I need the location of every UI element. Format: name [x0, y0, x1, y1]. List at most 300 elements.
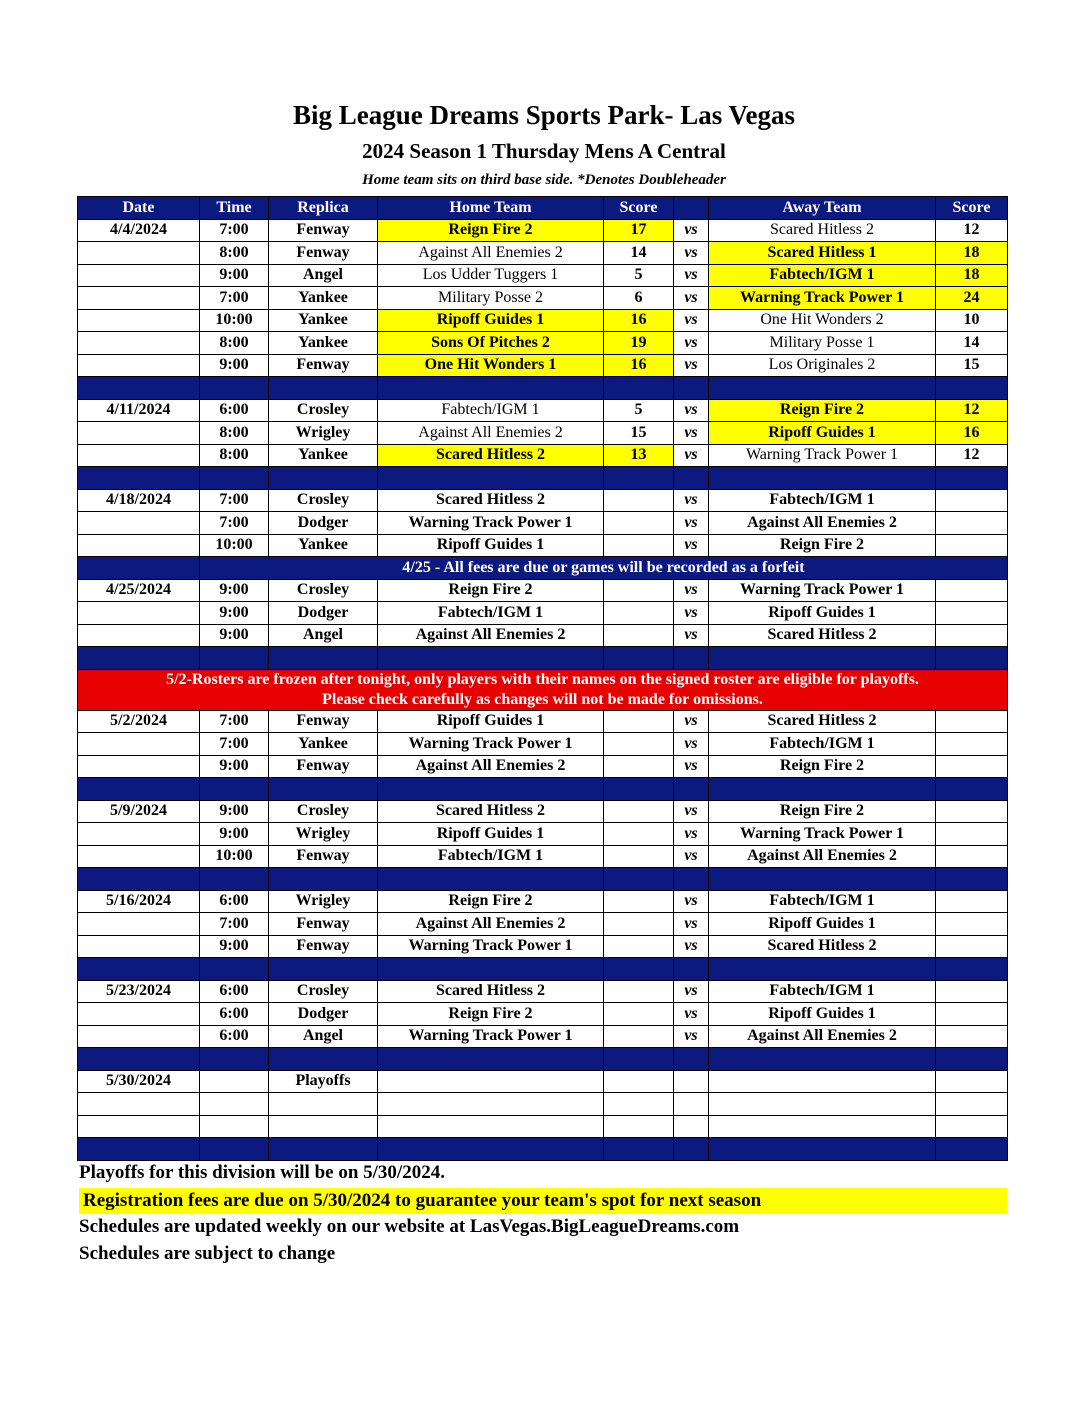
notice-row	[78, 557, 1008, 580]
away-score	[936, 534, 1008, 557]
separator-cell	[200, 467, 269, 490]
separator-cell	[378, 958, 604, 981]
away-team: Military Posse 1	[709, 332, 936, 355]
away-team: Scared Hitless 2	[709, 219, 936, 242]
home-team	[378, 1070, 604, 1093]
away-team: Against All Enemies 2	[709, 512, 936, 535]
game-replica: Fenway	[269, 935, 378, 958]
game-row	[78, 579, 1008, 602]
game-time: 9:00	[200, 755, 269, 778]
home-team: Ripoff Guides 1	[378, 710, 604, 733]
game-row	[78, 512, 1008, 535]
home-team: Military Posse 2	[378, 287, 604, 310]
away-team: Warning Track Power 1	[709, 823, 936, 846]
away-team: Reign Fire 2	[709, 755, 936, 778]
away-score	[936, 1025, 1008, 1048]
game-row	[78, 444, 1008, 467]
game-date	[78, 823, 200, 846]
game-date	[78, 1093, 200, 1116]
footer-registration-note: Registration fees are due on 5/30/2024 to guarantee your team's spot for next season	[79, 1188, 1007, 1214]
separator-cell	[269, 778, 378, 801]
home-team: Ripoff Guides 1	[378, 823, 604, 846]
game-row	[78, 354, 1008, 377]
game-replica: Angel	[269, 624, 378, 647]
game-replica: Playoffs	[269, 1070, 378, 1093]
vs-label: vs	[674, 890, 709, 913]
col-header-date: Date	[78, 197, 200, 220]
away-score	[936, 624, 1008, 647]
away-score	[936, 512, 1008, 535]
game-replica: Angel	[269, 264, 378, 287]
alert-line-2: Please check carefully as changes will not be made for omissions.	[322, 690, 763, 708]
away-team: Reign Fire 2	[709, 399, 936, 422]
game-date	[78, 913, 200, 936]
separator-cell	[709, 1138, 936, 1161]
home-score	[604, 579, 674, 602]
separator-cell	[709, 958, 936, 981]
home-score	[604, 890, 674, 913]
home-team: Los Udder Tuggers 1	[378, 264, 604, 287]
game-time: 7:00	[200, 512, 269, 535]
game-row	[78, 710, 1008, 733]
separator-row	[78, 958, 1008, 981]
separator-cell	[936, 467, 1008, 490]
away-team: Reign Fire 2	[709, 800, 936, 823]
home-score	[604, 512, 674, 535]
game-replica	[269, 1093, 378, 1116]
vs-label: vs	[674, 399, 709, 422]
game-row	[78, 602, 1008, 625]
game-row	[78, 1093, 1008, 1116]
home-team: Scared Hitless 2	[378, 800, 604, 823]
vs-label: vs	[674, 733, 709, 756]
game-time: 7:00	[200, 913, 269, 936]
home-score	[604, 489, 674, 512]
game-date	[78, 1025, 200, 1048]
away-score	[936, 1070, 1008, 1093]
away-team: Fabtech/IGM 1	[709, 733, 936, 756]
game-time: 9:00	[200, 823, 269, 846]
vs-label: vs	[674, 602, 709, 625]
separator-cell	[604, 377, 674, 400]
game-replica	[269, 1115, 378, 1138]
game-time	[200, 1070, 269, 1093]
game-time: 7:00	[200, 287, 269, 310]
game-date: 4/18/2024	[78, 489, 200, 512]
away-score	[936, 733, 1008, 756]
away-score	[936, 579, 1008, 602]
game-replica: Wrigley	[269, 422, 378, 445]
game-time	[200, 1115, 269, 1138]
game-replica: Wrigley	[269, 823, 378, 846]
alert-line-1: 5/2-Rosters are frozen after tonight, only players with their names on the signed roster are eligible for playoffs.	[166, 670, 919, 688]
home-score	[604, 755, 674, 778]
away-team	[709, 1093, 936, 1116]
home-score	[604, 913, 674, 936]
separator-cell	[200, 377, 269, 400]
separator-cell	[604, 778, 674, 801]
separator-cell	[200, 868, 269, 891]
home-team: Reign Fire 2	[378, 1003, 604, 1026]
game-date	[78, 935, 200, 958]
separator-row	[78, 467, 1008, 490]
game-date	[78, 332, 200, 355]
vs-label: vs	[674, 444, 709, 467]
game-date	[78, 309, 200, 332]
col-header-away-team: Away Team	[709, 197, 936, 220]
game-replica: Yankee	[269, 534, 378, 557]
home-score	[604, 935, 674, 958]
home-team: Ripoff Guides 1	[378, 534, 604, 557]
game-row	[78, 219, 1008, 242]
game-row	[78, 624, 1008, 647]
game-row	[78, 890, 1008, 913]
home-team: Fabtech/IGM 1	[378, 399, 604, 422]
game-replica: Dodger	[269, 602, 378, 625]
home-team: Warning Track Power 1	[378, 935, 604, 958]
away-score	[936, 800, 1008, 823]
away-score	[936, 755, 1008, 778]
home-score	[604, 845, 674, 868]
alert-row	[78, 669, 1008, 710]
game-time: 6:00	[200, 1003, 269, 1026]
game-row	[78, 913, 1008, 936]
game-replica: Crosley	[269, 579, 378, 602]
away-score: 12	[936, 444, 1008, 467]
away-score	[936, 1003, 1008, 1026]
separator-row	[78, 647, 1008, 670]
separator-row	[78, 868, 1008, 891]
vs-label: vs	[674, 489, 709, 512]
separator-cell	[78, 467, 200, 490]
separator-cell	[200, 647, 269, 670]
home-team: Warning Track Power 1	[378, 512, 604, 535]
away-score	[936, 935, 1008, 958]
game-time: 6:00	[200, 980, 269, 1003]
game-replica: Fenway	[269, 354, 378, 377]
table-header-row	[78, 197, 1008, 220]
game-row	[78, 1003, 1008, 1026]
away-score	[936, 1115, 1008, 1138]
vs-label: vs	[674, 913, 709, 936]
separator-cell	[674, 958, 709, 981]
game-date	[78, 422, 200, 445]
notice-date-cell	[78, 557, 200, 580]
game-time: 7:00	[200, 489, 269, 512]
separator-row	[78, 778, 1008, 801]
page-title: Big League Dreams Sports Park- Las Vegas	[292, 100, 796, 130]
game-time: 9:00	[200, 264, 269, 287]
game-date	[78, 1115, 200, 1138]
away-score: 12	[936, 219, 1008, 242]
game-replica: Fenway	[269, 755, 378, 778]
game-date: 5/2/2024	[78, 710, 200, 733]
home-team: Against All Enemies 2	[378, 755, 604, 778]
home-score	[604, 1025, 674, 1048]
separator-row	[78, 377, 1008, 400]
game-time: 8:00	[200, 444, 269, 467]
game-row	[78, 755, 1008, 778]
vs-label: vs	[674, 624, 709, 647]
home-team: One Hit Wonders 1	[378, 354, 604, 377]
vs-label: vs	[674, 823, 709, 846]
separator-cell	[604, 1138, 674, 1161]
home-score	[604, 1070, 674, 1093]
game-replica: Fenway	[269, 913, 378, 936]
game-replica: Yankee	[269, 733, 378, 756]
game-replica: Crosley	[269, 980, 378, 1003]
game-time: 6:00	[200, 890, 269, 913]
game-date	[78, 602, 200, 625]
separator-cell	[674, 1138, 709, 1161]
separator-cell	[378, 377, 604, 400]
separator-cell	[269, 647, 378, 670]
vs-label: vs	[674, 219, 709, 242]
home-score: 17	[604, 219, 674, 242]
away-team: Warning Track Power 1	[709, 579, 936, 602]
away-score	[936, 602, 1008, 625]
home-team: Ripoff Guides 1	[378, 309, 604, 332]
separator-cell	[936, 868, 1008, 891]
vs-label	[674, 1115, 709, 1138]
game-date	[78, 287, 200, 310]
game-date	[78, 444, 200, 467]
away-team: One Hit Wonders 2	[709, 309, 936, 332]
away-team: Warning Track Power 1	[709, 444, 936, 467]
game-date: 4/25/2024	[78, 579, 200, 602]
home-score	[604, 602, 674, 625]
separator-cell	[269, 868, 378, 891]
home-score: 5	[604, 399, 674, 422]
game-row	[78, 800, 1008, 823]
home-score	[604, 710, 674, 733]
separator-cell	[78, 377, 200, 400]
vs-label: vs	[674, 309, 709, 332]
separator-cell	[936, 1048, 1008, 1071]
game-date: 5/30/2024	[78, 1070, 200, 1093]
game-time: 6:00	[200, 1025, 269, 1048]
separator-cell	[78, 778, 200, 801]
home-team: Reign Fire 2	[378, 219, 604, 242]
separator-cell	[78, 1138, 200, 1161]
game-date	[78, 264, 200, 287]
separator-cell	[936, 958, 1008, 981]
separator-cell	[709, 647, 936, 670]
game-replica: Yankee	[269, 444, 378, 467]
away-score: 14	[936, 332, 1008, 355]
home-team: Reign Fire 2	[378, 579, 604, 602]
game-time: 8:00	[200, 422, 269, 445]
separator-cell	[674, 647, 709, 670]
game-date	[78, 845, 200, 868]
home-score	[604, 980, 674, 1003]
vs-label: vs	[674, 800, 709, 823]
game-date	[78, 1003, 200, 1026]
game-row	[78, 845, 1008, 868]
home-team: Scared Hitless 2	[378, 980, 604, 1003]
away-team: Fabtech/IGM 1	[709, 489, 936, 512]
game-date	[78, 354, 200, 377]
separator-cell	[378, 778, 604, 801]
vs-label	[674, 1070, 709, 1093]
home-team	[378, 1093, 604, 1116]
away-score	[936, 890, 1008, 913]
away-team: Scared Hitless 2	[709, 624, 936, 647]
away-team: Ripoff Guides 1	[709, 913, 936, 936]
vs-label: vs	[674, 264, 709, 287]
away-team: Reign Fire 2	[709, 534, 936, 557]
separator-cell	[269, 1048, 378, 1071]
home-team: Sons Of Pitches 2	[378, 332, 604, 355]
vs-label: vs	[674, 287, 709, 310]
away-score: 15	[936, 354, 1008, 377]
vs-label: vs	[674, 710, 709, 733]
away-score	[936, 710, 1008, 733]
away-score	[936, 980, 1008, 1003]
away-score	[936, 489, 1008, 512]
game-date: 4/11/2024	[78, 399, 200, 422]
separator-cell	[936, 377, 1008, 400]
game-replica: Fenway	[269, 845, 378, 868]
home-score	[604, 733, 674, 756]
vs-label: vs	[674, 422, 709, 445]
separator-cell	[269, 958, 378, 981]
game-date: 4/4/2024	[78, 219, 200, 242]
separator-cell	[604, 467, 674, 490]
game-date	[78, 755, 200, 778]
game-row	[78, 980, 1008, 1003]
game-replica: Fenway	[269, 242, 378, 265]
game-replica: Crosley	[269, 800, 378, 823]
separator-cell	[604, 1048, 674, 1071]
game-row	[78, 1025, 1008, 1048]
game-time: 9:00	[200, 354, 269, 377]
home-score: 13	[604, 444, 674, 467]
away-team: Fabtech/IGM 1	[709, 980, 936, 1003]
game-date	[78, 512, 200, 535]
away-score	[936, 1093, 1008, 1116]
separator-cell	[269, 377, 378, 400]
vs-label: vs	[674, 534, 709, 557]
game-time: 7:00	[200, 733, 269, 756]
separator-cell	[378, 868, 604, 891]
game-replica: Fenway	[269, 219, 378, 242]
home-team: Warning Track Power 1	[378, 733, 604, 756]
away-team: Warning Track Power 1	[709, 287, 936, 310]
home-score	[604, 1115, 674, 1138]
game-replica: Dodger	[269, 1003, 378, 1026]
separator-cell	[936, 1138, 1008, 1161]
game-replica: Crosley	[269, 399, 378, 422]
game-row	[78, 422, 1008, 445]
game-time: 8:00	[200, 242, 269, 265]
away-score	[936, 823, 1008, 846]
game-replica: Yankee	[269, 287, 378, 310]
game-time: 9:00	[200, 624, 269, 647]
separator-cell	[200, 1138, 269, 1161]
home-score: 15	[604, 422, 674, 445]
home-team: Fabtech/IGM 1	[378, 602, 604, 625]
game-row	[78, 264, 1008, 287]
home-team: Scared Hitless 2	[378, 444, 604, 467]
game-time: 7:00	[200, 710, 269, 733]
game-row	[78, 1115, 1008, 1138]
separator-cell	[674, 1048, 709, 1071]
away-team: Scared Hitless 2	[709, 935, 936, 958]
game-time: 8:00	[200, 332, 269, 355]
home-team: Against All Enemies 2	[378, 242, 604, 265]
separator-cell	[269, 467, 378, 490]
game-replica: Wrigley	[269, 890, 378, 913]
game-replica: Yankee	[269, 309, 378, 332]
game-date: 5/23/2024	[78, 980, 200, 1003]
game-row	[78, 489, 1008, 512]
away-score: 18	[936, 264, 1008, 287]
game-time: 6:00	[200, 399, 269, 422]
separator-cell	[378, 1048, 604, 1071]
game-date	[78, 733, 200, 756]
vs-label: vs	[674, 1025, 709, 1048]
separator-row	[78, 1138, 1008, 1161]
home-score	[604, 1093, 674, 1116]
separator-cell	[378, 467, 604, 490]
home-team: Scared Hitless 2	[378, 489, 604, 512]
away-score: 18	[936, 242, 1008, 265]
separator-cell	[78, 1048, 200, 1071]
home-team	[378, 1115, 604, 1138]
game-replica: Fenway	[269, 710, 378, 733]
home-team: Against All Enemies 2	[378, 913, 604, 936]
home-score	[604, 823, 674, 846]
game-time	[200, 1093, 269, 1116]
game-row	[78, 1070, 1008, 1093]
separator-cell	[674, 868, 709, 891]
away-team: Against All Enemies 2	[709, 1025, 936, 1048]
game-time: 9:00	[200, 579, 269, 602]
home-score: 19	[604, 332, 674, 355]
separator-cell	[709, 868, 936, 891]
header-note: Home team sits on third base side. *Denotes Doubleheader	[362, 172, 726, 188]
game-date	[78, 624, 200, 647]
separator-cell	[269, 1138, 378, 1161]
separator-cell	[936, 647, 1008, 670]
vs-label: vs	[674, 579, 709, 602]
col-header-away-score: Score	[936, 197, 1008, 220]
game-date	[78, 534, 200, 557]
col-header-time: Time	[200, 197, 269, 220]
away-team	[709, 1070, 936, 1093]
separator-cell	[604, 647, 674, 670]
home-score	[604, 1003, 674, 1026]
vs-label	[674, 1093, 709, 1116]
game-replica: Yankee	[269, 332, 378, 355]
home-score: 6	[604, 287, 674, 310]
away-team: Against All Enemies 2	[709, 845, 936, 868]
away-team: Los Originales 2	[709, 354, 936, 377]
col-header-home-score: Score	[604, 197, 674, 220]
separator-cell	[709, 1048, 936, 1071]
schedule-body	[78, 219, 1008, 1160]
page-subtitle: 2024 Season 1 Thursday Mens A Central	[362, 139, 726, 163]
away-team: Scared Hitless 1	[709, 242, 936, 265]
game-replica: Dodger	[269, 512, 378, 535]
game-row	[78, 823, 1008, 846]
game-row	[78, 287, 1008, 310]
separator-cell	[604, 958, 674, 981]
vs-label: vs	[674, 1003, 709, 1026]
home-score: 5	[604, 264, 674, 287]
separator-cell	[78, 647, 200, 670]
